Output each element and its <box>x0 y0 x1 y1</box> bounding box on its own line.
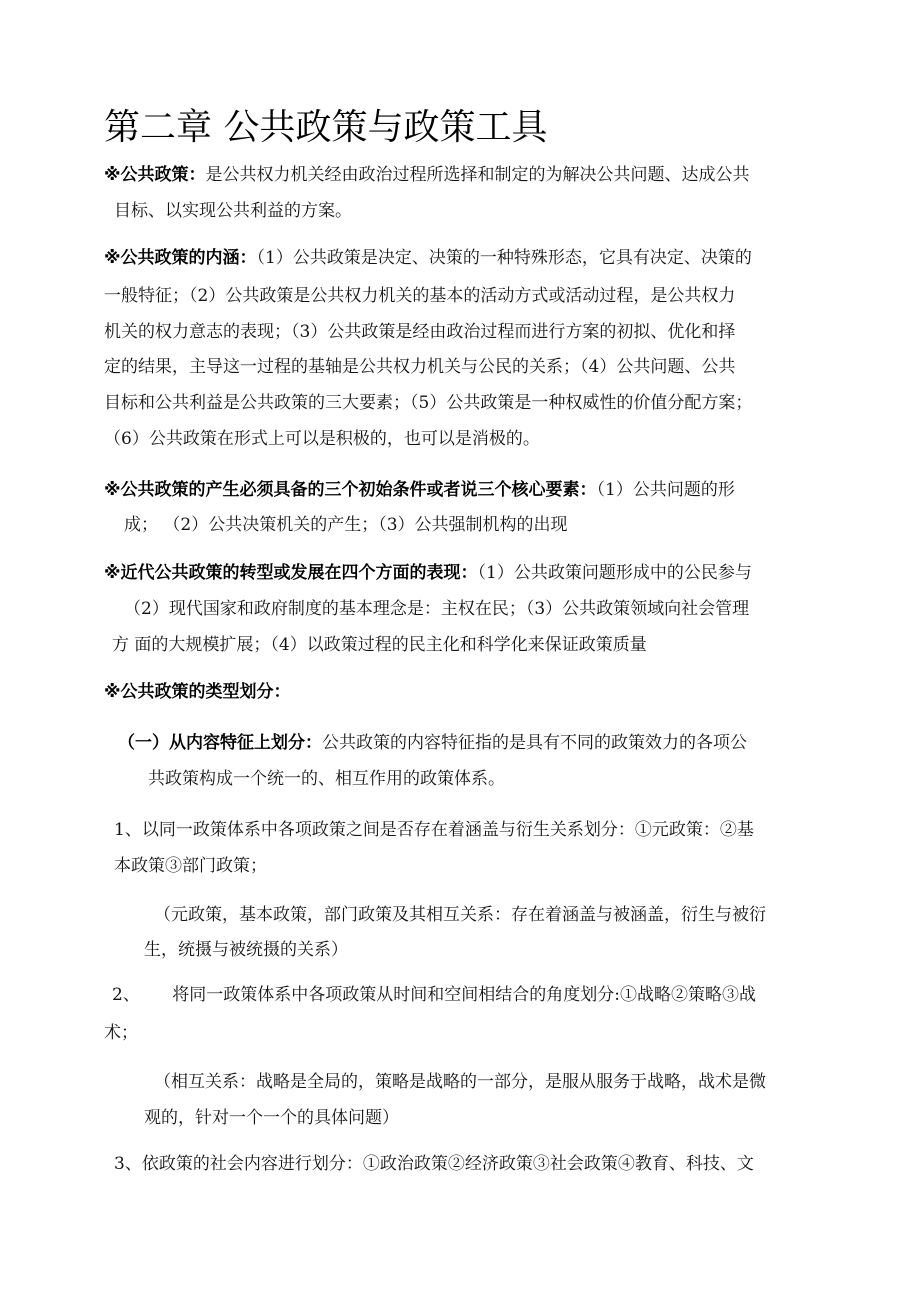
connotation-text: （6）公共政策在形式上可以是积极的，也可以是消极的。 <box>104 429 540 449</box>
item-2-text: 2、 将同一政策体系中各项政策从时间和空间相结合的角度划分:①战略②策略③战 <box>112 985 756 1005</box>
content-division-line <box>118 731 747 755</box>
transformation-line <box>104 561 752 585</box>
types-term: ※公共政策的类型划分： <box>104 682 291 702</box>
item-2-text: 术； <box>104 1023 138 1043</box>
transformation-text: （1）公共政策问题形成中的公民参与 <box>477 563 752 583</box>
connotation-text: 一般特征；（2）公共政策是公共权力机关的基本的活动方式或活动过程，是公共权力 <box>104 286 736 306</box>
transformation-text: 方 面的大规模扩展；（4）以政策过程的民主化和科学化来保证政策质量 <box>112 635 647 655</box>
transformation-line <box>112 633 647 657</box>
item-2-note-line <box>144 1106 399 1130</box>
core-elements-text: （1）公共问题的形 <box>596 480 735 500</box>
core-elements-term: ※公共政策的产生必须具备的三个初始条件或者说三个核心要素： <box>104 480 597 500</box>
item-2-note-text: （相互关系：战略是全局的，策略是战略的一部分，是服从服务于战略，战术是微 <box>154 1072 766 1092</box>
item-1-note-line <box>154 903 766 927</box>
content-division-line <box>148 767 505 791</box>
connotation-line <box>104 320 735 344</box>
content-division-text: 公共政策的内容特征指的是具有不同的政策效力的各项公 <box>322 733 747 753</box>
core-elements-line <box>104 478 735 502</box>
item-1-note-line <box>144 938 348 962</box>
item-1-line <box>114 854 267 878</box>
definition-text: 目标、以实现公共利益的方案。 <box>114 201 352 221</box>
item-1-note-text: （元政策，基本政策，部门政策及其相互关系：存在着涵盖与被涵盖，衍生与被衍 <box>154 905 766 925</box>
connotation-line <box>104 391 752 415</box>
connotation-text: 目标和公共利益是公共政策的三大要素；（5）公共政策是一种权威性的价值分配方案； <box>104 393 753 413</box>
definition-line <box>104 163 750 187</box>
content-division-term: （一）从内容特征上划分： <box>118 733 322 753</box>
item-1-note-text: 生，统摄与被统摄的关系） <box>144 940 348 960</box>
connotation-line <box>104 427 540 451</box>
transformation-text: （2）现代国家和政府制度的基本理念是：主权在民；（3）公共政策领域向社会管理 <box>124 599 750 619</box>
transformation-line <box>124 597 749 621</box>
types-heading <box>104 680 291 704</box>
item-2-note-text: 观的，针对一个一个的具体问题） <box>144 1108 399 1128</box>
connotation-text: 机关的权力意志的表现；（3）公共政策是经由政治过程而进行方案的初拟、优化和择 <box>104 322 736 342</box>
item-1-text: 1、以同一政策体系中各项政策之间是否存在着涵盖与衍生关系划分：①元政策：②基 <box>114 820 754 840</box>
connotation-text: 定的结果，主导这一过程的基轴是公共权力机关与公民的关系；（4）公共问题、公共 <box>104 357 736 377</box>
item-2-line <box>104 1021 138 1045</box>
definition-line <box>114 199 352 223</box>
connotation-line <box>104 355 735 379</box>
core-elements-text: 成； （2）公共决策机关的产生；（3）公共强制机构的出现 <box>124 515 568 535</box>
connotation-term: ※公共政策的内涵： <box>104 248 257 268</box>
core-elements-line <box>124 513 568 537</box>
item-3-line <box>114 1152 754 1176</box>
content-division-text: 共政策构成一个统一的、相互作用的政策体系。 <box>148 769 505 789</box>
connotation-line <box>104 246 752 270</box>
item-3-text: 3、依政策的社会内容进行划分：①政治政策②经济政策③社会政策④教育、科技、文 <box>114 1154 754 1174</box>
connotation-line <box>104 284 735 308</box>
item-1-line <box>114 818 754 842</box>
connotation-text: （1）公共政策是决定、决策的一种特殊形态，它具有决定、决策的 <box>256 248 752 268</box>
definition-term: ※公共政策： <box>104 165 206 185</box>
item-2-note-line <box>154 1070 766 1094</box>
transformation-term: ※近代公共政策的转型或发展在四个方面的表现： <box>104 563 478 583</box>
item-2-line <box>112 983 756 1007</box>
definition-text: 是公共权力机关经由政治过程所选择和制定的为解决公共问题、达成公共 <box>205 165 750 185</box>
chapter-title: 第二章 公共政策与政策工具 <box>104 107 548 149</box>
item-1-text: 本政策③部门政策； <box>114 856 267 876</box>
